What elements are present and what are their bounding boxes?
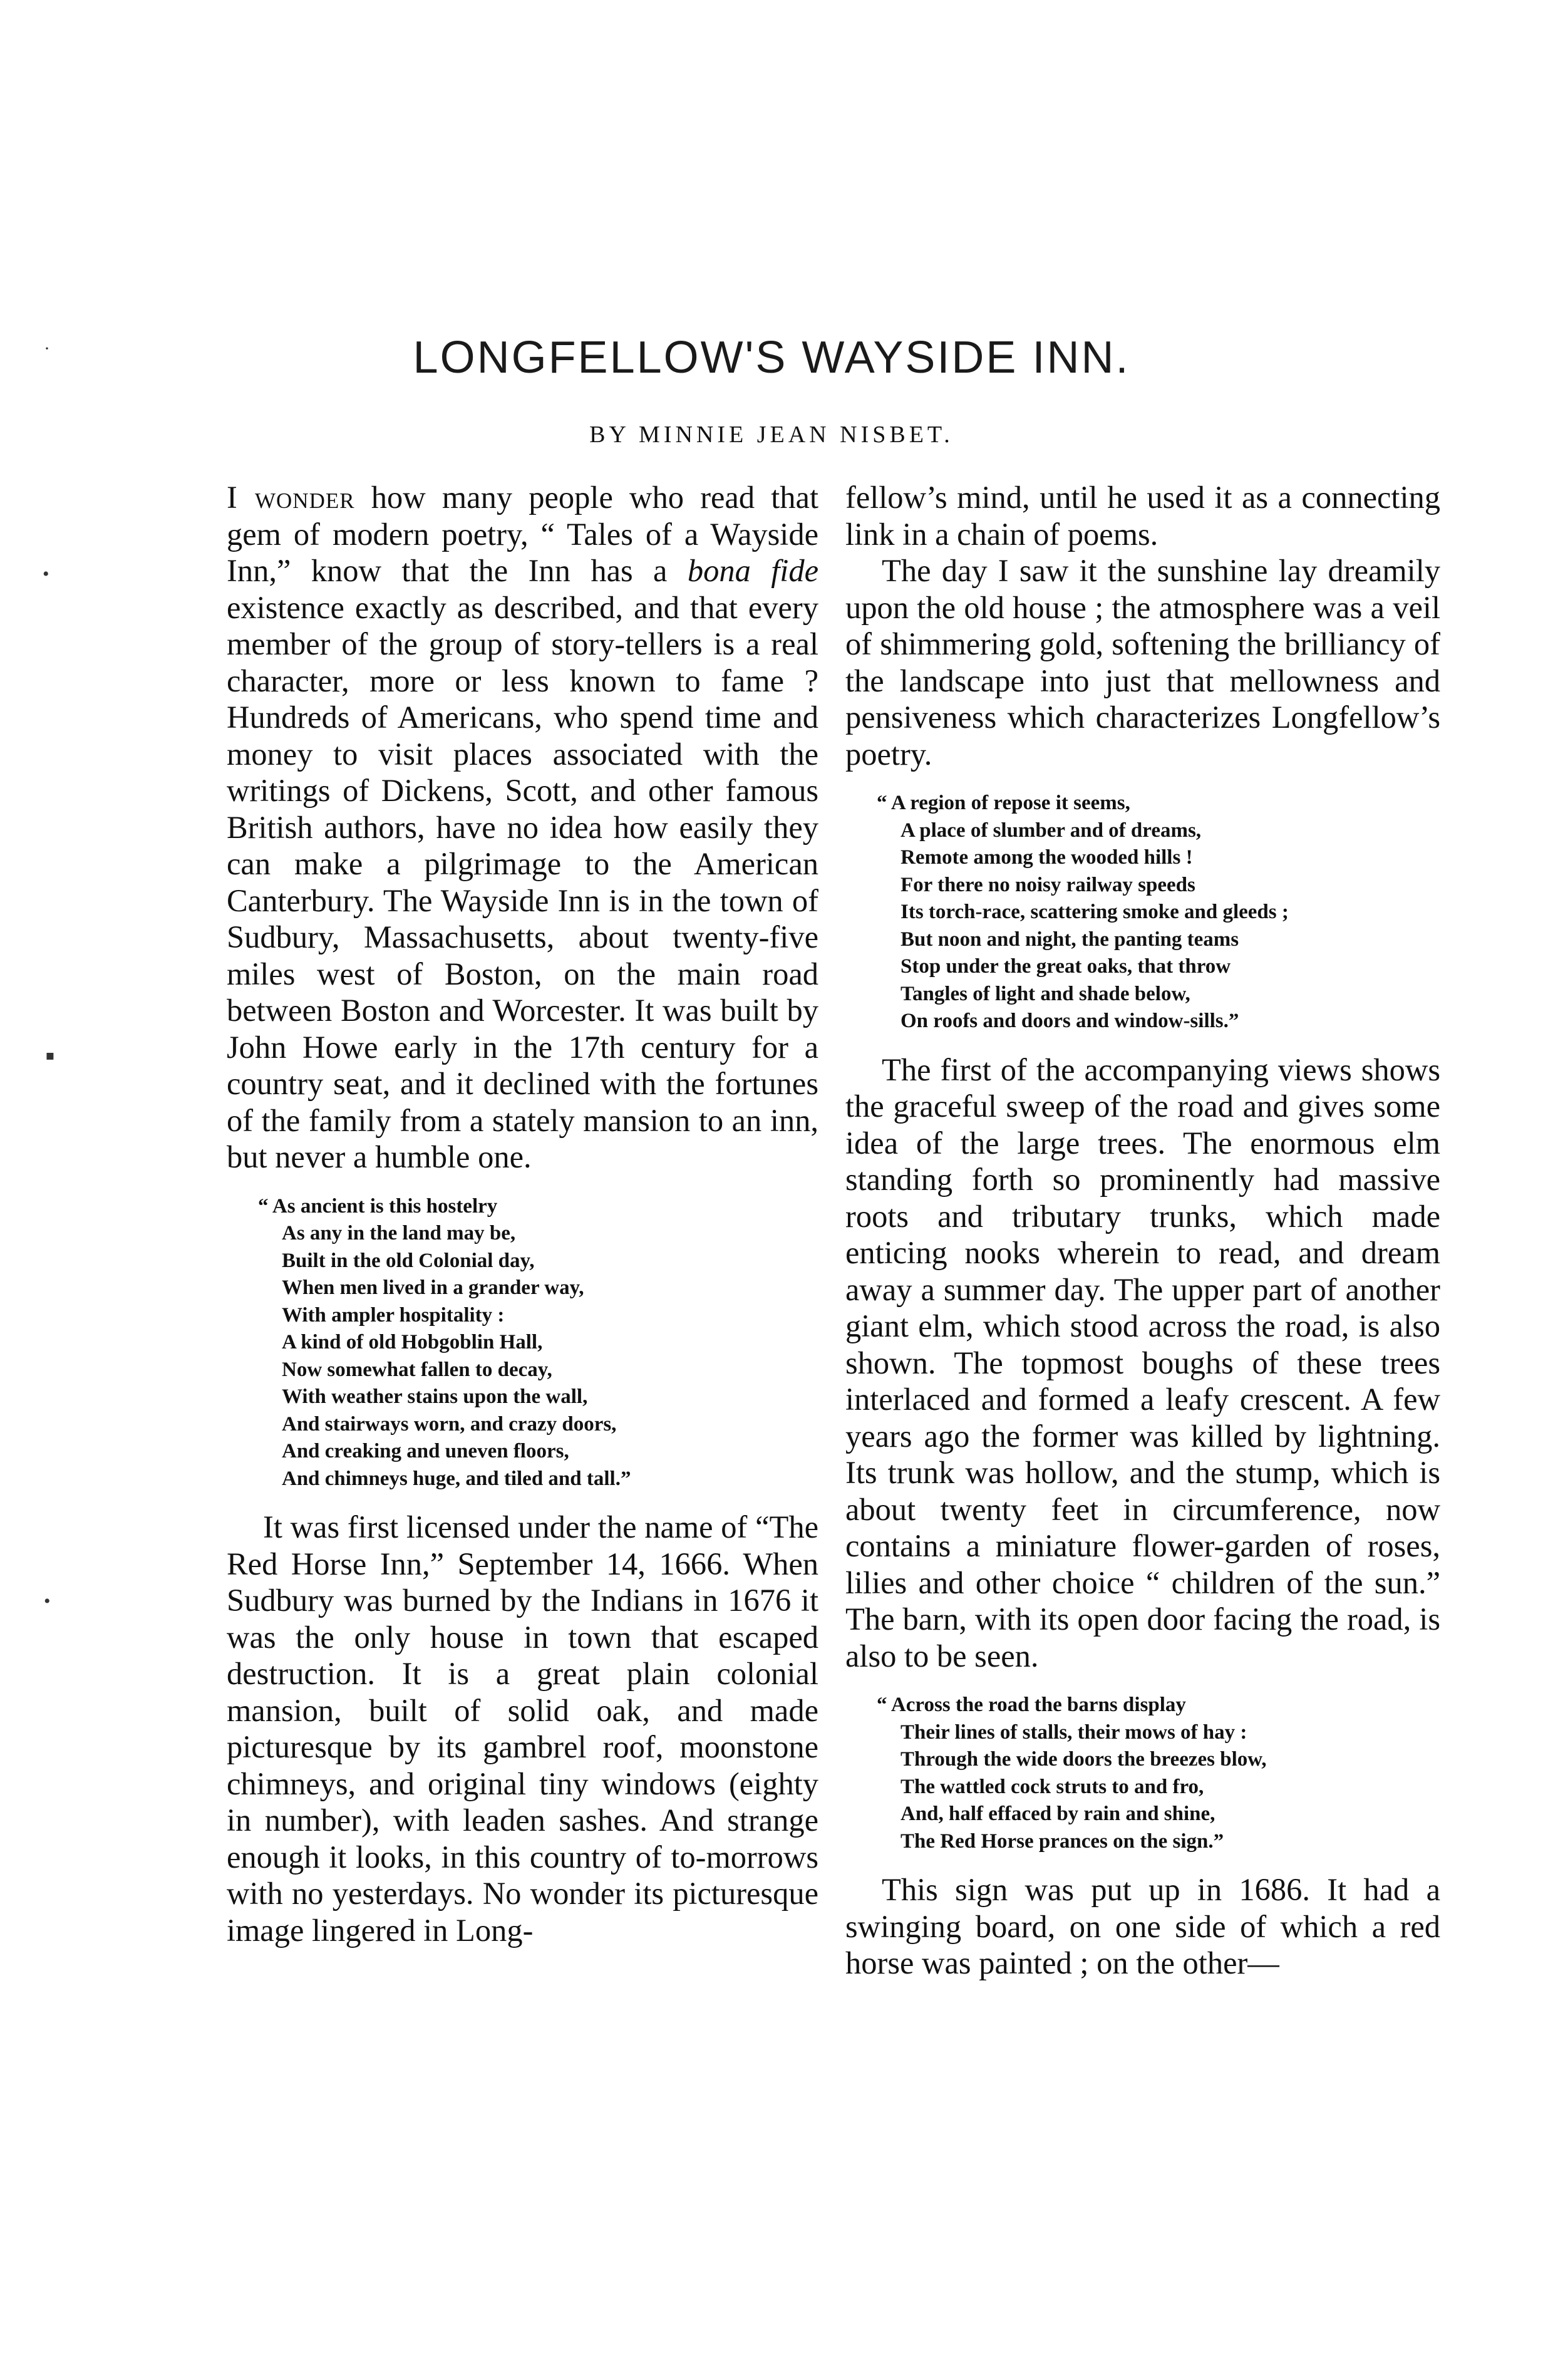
poem-quote (227, 1193, 818, 1493)
poem-line: Remote among the wooded hills ! (901, 846, 1193, 869)
poem-line: Through the wide doors the breezes blow, (901, 1748, 1267, 1771)
poem-line: Now somewhat fallen to decay, (282, 1358, 552, 1381)
lead-words: I wonder (227, 480, 355, 515)
poem-line: Their lines of stalls, their mows of hay : (901, 1720, 1247, 1744)
poem-line: The Red Horse prances on the sign.” (901, 1829, 1224, 1853)
paragraph-text: how many people who read that gem of modern poetry, “ Tales of a Wayside Inn,” know that the Inn has a (227, 480, 818, 588)
poem-quote (845, 1692, 1440, 1855)
poem-line: Built in the old Colonial day, (282, 1249, 535, 1272)
italic-phrase: bona fide (687, 553, 819, 588)
paragraph (227, 479, 818, 1176)
poem-line: With ampler hospitality : (282, 1303, 505, 1327)
poem-line: And chimneys huge, and tiled and tall.” (282, 1467, 631, 1490)
poem-line: And, half effaced by rain and shine, (901, 1803, 1215, 1825)
poem-line: With weather stains upon the wall, (282, 1385, 588, 1408)
poem-line: The wattled cock struts to and fro, (901, 1775, 1204, 1798)
scan-speck: ▪ (45, 1040, 55, 1071)
poem-line: And stairways worn, and crazy doors, (282, 1412, 617, 1436)
poem-line: Its torch-race, scattering smoke and gleeds ; (901, 901, 1289, 923)
poem-line: When men lived in a grander way, (282, 1276, 584, 1299)
poem-line: As any in the land may be, (282, 1222, 516, 1244)
poem-line: But noon and night, the panting teams (901, 928, 1239, 951)
paragraph: This sign was put up in 1686. It had a swinging board, on one side of which a red horse was painted ; on the other— (845, 1872, 1440, 1980)
scan-speck: • (43, 564, 49, 584)
poem-line: “ As ancient is this hostelry (258, 1194, 498, 1218)
paragraph-text: existence exactly as described, and that every member of the group of story-tellers is a real character, more or less known to fame ? Hundreds of Americans, who spend time and money to visit places associated with the writings of Dickens, Scott, and other famous British authors, have no idea how easily they can make a pilgrimage to the American Canterbury. The Wayside Inn is in the town of Sudbury, Massachusetts, about twenty-five miles west of Boston, on the main road between Boston and Worcester. It was built by John Howe early in the 17th century for a country seat, and it declined with the fortunes of the family from a stately mansion to an inn, but never a humble one. (227, 589, 818, 1174)
poem-line: A place of slumber and of dreams, (901, 819, 1202, 842)
poem-quote (845, 790, 1440, 1035)
poem-line: On roofs and doors and window-sills.” (901, 1010, 1239, 1032)
byline: BY MINNIE JEAN NISBET. (589, 422, 954, 448)
page-title: LONGFELLOW'S WAYSIDE INN. (413, 333, 1130, 383)
scan-speck: · (44, 338, 50, 359)
poem-line: For there no noisy railway speeds (901, 873, 1195, 896)
paragraph: fellow’s mind, until he used it as a connecting link in a chain of poems. (845, 480, 1440, 552)
paragraph: The day I saw it the sunshine lay dreamily upon the old house ; the atmosphere was a veil of shimmering gold, softening the brilliancy of the landscape into just that mellowness and pensiveness which characterizes Longfellow’s poetry. (845, 553, 1440, 772)
poem-line: Stop under the great oaks, that throw (901, 955, 1231, 978)
poem-line: And creaking and uneven floors, (282, 1440, 569, 1462)
poem-line: A kind of old Hobgoblin Hall, (282, 1331, 543, 1353)
scan-speck: • (44, 1591, 51, 1612)
right-column (845, 479, 1440, 1982)
paragraph: The first of the accompanying views shows the graceful sweep of the road and gives some idea of the large trees. The enormous elm standing forth so prominently had massive roots and tributary trunks, which made enticing nooks wherein to read, and dream away a summer day. The upper part of another giant elm, which stood across the road, is also shown. The topmost boughs of these trees interlaced and formed a leafy crescent. A few years ago the former was killed by lightning. Its trunk was hollow, and the stump, which is about twenty feet in circumference, now contains a miniature flower-garden of roses, lilies and other choice “ children of the sun.” The barn, with its open door facing the road, is also to be seen. (845, 1052, 1440, 1674)
paragraph: It was first licensed under the name of “The Red Horse Inn,” September 14, 1666. When Sudbury was burned by the Indians in 1676 it was the only house in town that escaped destruction. It is a great plain colonial mansion, built of solid oak, and made picturesque by its gambrel roof, moonstone chimneys, and original tiny windows (eighty in number), with leaden sashes. And strange enough it looks, in this country of to-morrows with no yesterdays. No wonder its picturesque image lingered in Long- (227, 1509, 818, 1948)
left-column (227, 479, 818, 1948)
poem-line: “ A region of repose it seems, (877, 792, 1130, 814)
poem-line: “ Across the road the barns display (877, 1694, 1186, 1716)
poem-line: Tangles of light and shade below, (901, 982, 1190, 1005)
